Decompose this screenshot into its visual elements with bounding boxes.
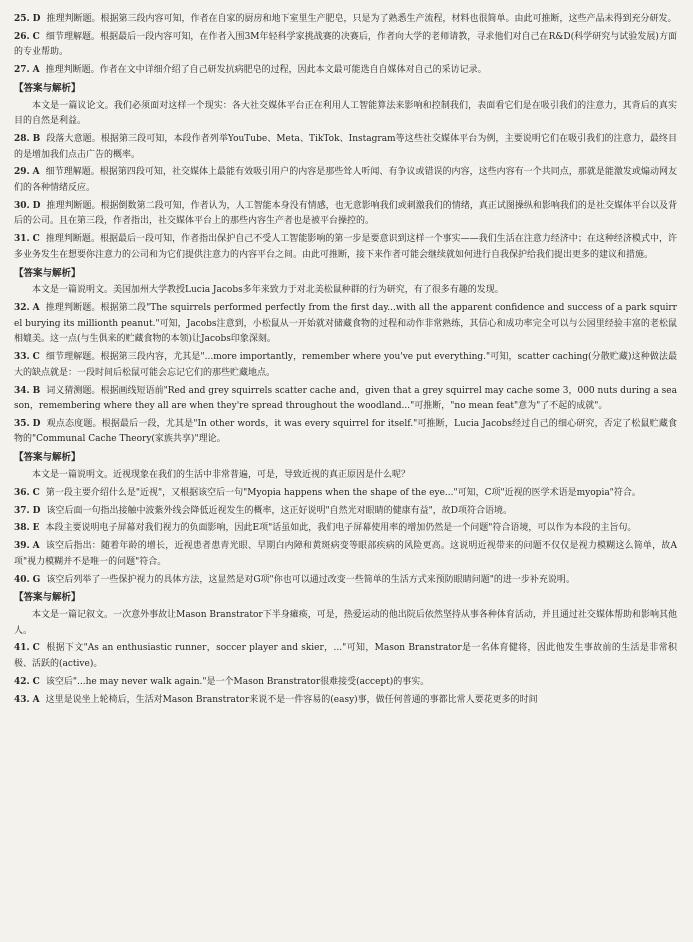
explanation-text: 观点态度题。根据最后一段，尤其是"In other words，it was every squirrel for itself."可推断，Lucia Jacobs经过自己的细心研究，否定了松鼠贮藏食物的"Communal Cache Theory(家族共享)"理论。 xyxy=(14,418,677,445)
section-heading: 【答案与解析】 xyxy=(14,592,81,604)
explanation-text: 推理判断题。根据第三段内容可知，作者在自家的厨房和地下室里生产肥皂，只是为了熟悉生产流程，材料也很简单。由此可推断，这些产品未得到充分研发。 xyxy=(46,14,677,24)
section-heading: 【答案与解析】 xyxy=(14,452,81,464)
passage-summary: 本文是一篇说明文。近视现象在我们的生活中非常普遍，可是，导致近视的真正原因是什么呢？ xyxy=(32,470,411,481)
question-number: 33. xyxy=(14,352,30,363)
answer-letter: C xyxy=(32,234,40,245)
explanation-text: 该空后"...he may never walk again."是一个Mason Branstrator很难接受(accept)的事实。 xyxy=(45,676,430,687)
question-number: 39. xyxy=(14,541,30,552)
answer-item xyxy=(14,165,677,196)
answer-item xyxy=(14,384,677,415)
answer-item xyxy=(14,675,677,691)
explanation-text: 本段主要说明电子屏幕对我们视力的负面影响，因此E项"话虽如此，我们电子屏幕使用率的增加仍然是一个问题"符合语境，可以作为本段的主旨句。 xyxy=(45,523,637,534)
explanation-text: 该空后面一句指出接触中波紫外线会降低近视发生的概率，这正好说明"自然光对眼睛的健康有益"，故D项符合语境。 xyxy=(46,505,512,516)
question-number: 36. xyxy=(14,487,30,498)
question-number: 26. xyxy=(14,31,30,42)
answer-item xyxy=(14,573,677,589)
answer-letter: E xyxy=(32,523,40,534)
explanation-text: 该空后指出：随着年龄的增长，近视患者患青光眼、早期白内障和黄斑病变等眼部疾病的风险更高。这说明近视带来的问题不仅仅是视力模糊这么简单，故A项"视力模糊并不是唯一的问题"符合。 xyxy=(14,541,677,567)
answer-letter: C xyxy=(32,31,40,42)
answer-letter: D xyxy=(32,200,41,211)
answer-letter: C xyxy=(32,352,40,363)
answer-letter: D xyxy=(32,14,41,24)
answer-letter: C xyxy=(32,487,40,498)
passage-summary: 本文是一篇议论文。我们必须面对这样一个现实：各大社交媒体平台正在利用人工智能算法来影响和控制我们，表面看它们是在吸引我们的注意力，其背后的真实目的自然是利益。 xyxy=(14,100,677,127)
answer-item xyxy=(14,486,677,502)
passage-summary: 本文是一篇说明文。美国加州大学教授Lucia Jacobs多年来致力于对北美松鼠种群的行为研究，有了很多有趣的发现。 xyxy=(32,285,504,296)
answer-item xyxy=(14,30,677,61)
answer-item xyxy=(14,521,677,537)
passage-summary: 本文是一篇记叙文。一次意外事故让Mason Branstrator下半身瘫痪，可是，热爱运动的他出院后依然坚持从事各种体育活动，并且通过社交媒体帮助和影响其他人。 xyxy=(14,610,677,636)
question-number: 35. xyxy=(14,418,30,429)
explanation-text: 该空后列举了一些保护视力的具体方法，这显然是对G项"你也可以通过改变一些简单的生活方式来预防眼睛问题"的进一步补充说明。 xyxy=(46,574,575,585)
answer-item xyxy=(14,301,677,348)
answer-item xyxy=(14,350,677,381)
question-number: 32. xyxy=(14,303,30,314)
question-number: 29. xyxy=(14,167,30,178)
explanation-text: 第一段主要介绍什么是"近视"，又根据该空后一句"Myopia happens when the shape of the eye..."可知，C项"近视的医学术语是myopia"符合。 xyxy=(45,487,641,498)
explanation-text: 细节理解题。根据第三段内容，尤其是"...more importantly，remember where you've put everything."可知，scatter caching(分散贮藏)这种做法最大的缺点就是：一段时间后松鼠可能会忘记它们的那些贮藏地点。 xyxy=(14,352,677,378)
explanation-text: 推理判断题。根据第二段"The squirrels performed perfectly from the first day...with all the apparent confidence and success of a park squirrel burying its millionth peanut."可知，Jacobs注意到，小松鼠从一开始就对储藏食物的过程和动作非常熟练，其信心和成功率完全可以与公园里经验丰富的老松鼠相媲美。这一点(与生俱来的贮藏食物的本领)让Jacobs印象深刻。 xyxy=(14,303,677,345)
explanation-text: 词义猜测题。根据画线短语前"Red and grey squirrels scatter cache and，given that a grey squirrel may cache some 3，000 nuts during a season，remembering where they all are when they're spread throughout the woodland..."可推断，"no mean feat"意为"了不起的成就"。 xyxy=(14,385,677,412)
answer-letter: G xyxy=(32,574,41,585)
explanation-text: 推理判断题。根据最后一段可知，作者指出保护自己不受人工智能影响的第一步是要意识到这样一个事实——我们生活在注意力经济中；在这种经济模式中，许多业务发生在想要你注意力的公司和为它们提供注意力的内容平台之间。由此可推断，接下来作者可能会继续就如何进行自我保护给我们提出更多的建议和措施。 xyxy=(14,234,677,260)
question-number: 28. xyxy=(14,134,30,145)
explanation-text: 这里是说坐上轮椅后，生活对Mason Branstrator来说不是一件容易的(easy)事，做任何普通的事都比常人要花更多的时间 xyxy=(45,694,538,705)
answer-item xyxy=(14,504,677,520)
explanation-text: 细节理解题。根据最后一段内容可知，在作者入围3M年轻科学家挑战赛的决赛后，作者向大学的老师请教，寻求他们对自己在R&D(科学研究与试验发展)方面的专业帮助。 xyxy=(14,31,677,58)
question-number: 41. xyxy=(14,643,30,654)
answer-item xyxy=(14,417,677,448)
answer-item xyxy=(14,63,677,79)
answer-letter: A xyxy=(32,541,40,552)
explanation-text: 根据下文"As an enthusiastic runner，soccer player and skier，..."可知，Mason Branstrator是一名体育健将，因此他发生事故前的生活是非常积极、活跃的(active)。 xyxy=(14,643,677,670)
question-number: 34. xyxy=(14,385,30,396)
answer-letter: A xyxy=(32,65,40,76)
question-number: 42. xyxy=(14,676,30,687)
section-heading: 【答案与解析】 xyxy=(14,82,81,94)
answer-letter: D xyxy=(32,505,41,516)
explanation-text: 段落大意题。根据第三段可知，本段作者列举YouTube、Meta、TikTok、Instagram等这些社交媒体平台为例，主要说明它们在吸引我们的注意力，最终目的是增加我们点击广告的概率。 xyxy=(14,134,677,160)
question-number: 38. xyxy=(14,523,30,534)
answer-item xyxy=(14,199,677,230)
answer-letter: A xyxy=(32,694,40,705)
question-number: 37. xyxy=(14,505,30,516)
question-number: 30. xyxy=(14,200,30,211)
explanation-text: 推理判断题。作者在文中详细介绍了自己研发抗病肥皂的过程，因此本文最可能选自自媒体对自己的采访记录。 xyxy=(45,65,487,76)
answer-letter: C xyxy=(32,643,40,654)
question-number: 40. xyxy=(14,574,30,585)
question-number: 25. xyxy=(14,14,30,24)
explanation-text: 推理判断题。根据倒数第二段可知，作者认为，人工智能本身没有情感，也无意影响我们或刺激我们的情绪，真正试图操纵和影响我们的是社交媒体平台以及背后的公司。且在第三段，作者指出，社交媒体平台上的那些内容生产者也是被平台操控的。 xyxy=(14,200,677,227)
answer-letter: B xyxy=(32,134,41,145)
explanation-text: 细节理解题。根据第四段可知，社交媒体上最能有效吸引用户的内容是那些耸人听闻、有争议或错误的内容，这些内容有一个共同点，那就是能激发或煽动网友们的各种情绪反应。 xyxy=(14,167,677,194)
answer-item xyxy=(14,641,677,672)
answer-item xyxy=(14,693,677,709)
question-number: 27. xyxy=(14,65,30,76)
question-number: 43. xyxy=(14,694,30,705)
answer-letter: B xyxy=(32,385,41,396)
answer-letter: A xyxy=(32,303,40,314)
section-heading: 【答案与解析】 xyxy=(14,267,81,279)
answer-letter: C xyxy=(32,676,40,687)
answer-letter: A xyxy=(32,167,40,178)
answer-item xyxy=(14,132,677,163)
answer-item xyxy=(14,12,677,28)
answer-letter: D xyxy=(32,418,41,429)
question-number: 31. xyxy=(14,234,30,245)
answer-item xyxy=(14,232,677,263)
answer-item xyxy=(14,539,677,570)
